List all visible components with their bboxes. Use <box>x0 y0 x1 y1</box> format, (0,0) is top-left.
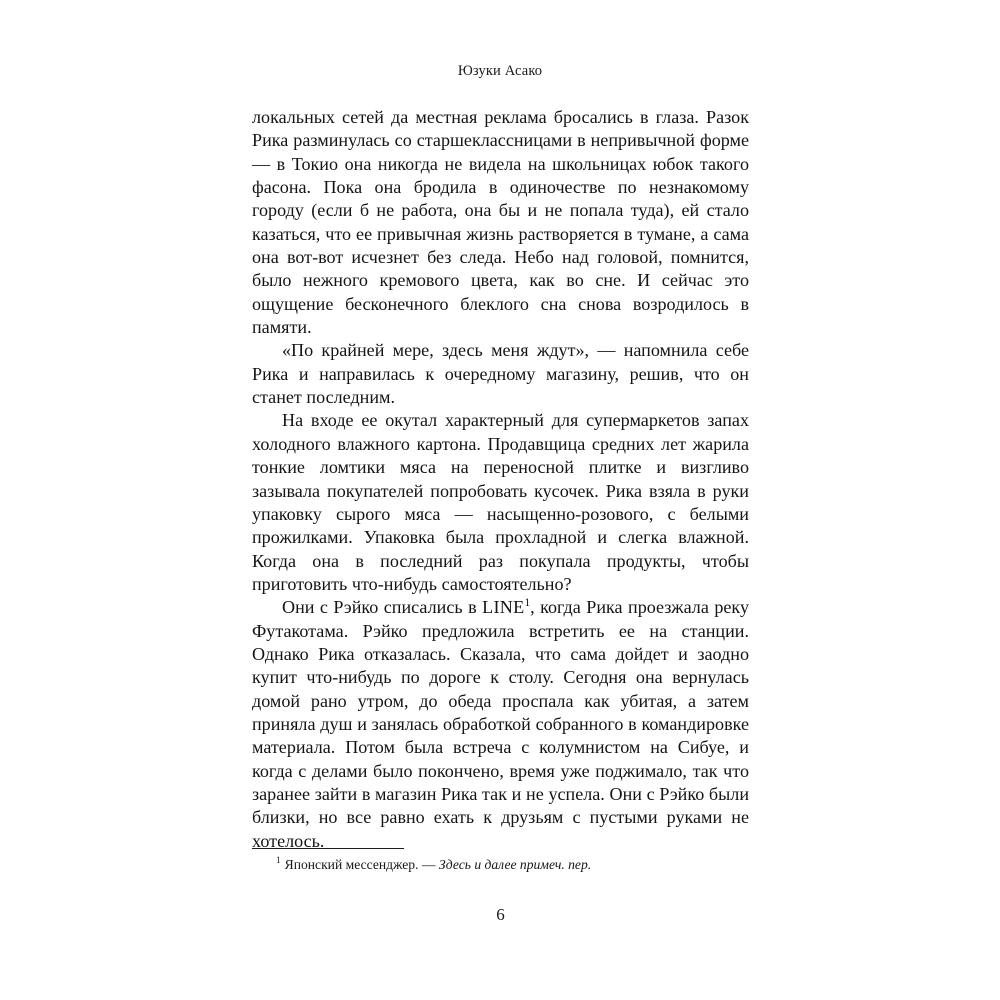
footnote-text-italic: Здесь и далее примеч. пер. <box>438 857 592 872</box>
body-text-block <box>252 106 749 853</box>
footnote-entry <box>252 856 749 873</box>
footnote-separator-rule <box>252 848 404 849</box>
line-app-name: LINE <box>482 597 525 618</box>
page-number: 6 <box>496 905 505 924</box>
footnote-zone <box>252 848 749 873</box>
paragraph-4 <box>252 596 749 853</box>
footnote-reference-marker[interactable]: 1 <box>524 597 531 610</box>
running-header: Юзуки Асако <box>457 63 543 79</box>
paragraph-3: На входе ее окутал характерный для супермаркетов запах холодного влажного картона. Продавщица средних лет жарила тонкие ломтики мяса на переносной плитке и визгливо зазывала покупателей попробовать кусочек. Рика взяла в руки упаковку сырого мяса — насыщенно-розового, с белыми прожилками. Упаковка была прохладной и слегка влажной. Когда она в последний раз покупала продукты, чтобы приготовить что-нибудь самостоятельно? <box>252 410 749 594</box>
paragraph-1: локальных сетей да местная реклама бросались в глаза. Разок Рика разминулась со старшеклассницами в непривычной форме — в Токио она никогда не видела на школьницах юбок такого фасона. Пока она бродила в одиночестве по незнакомому городу (если б не работа, она бы и не попала туда), ей стало казаться, что ее привычная жизнь растворяется в тумане, а сама она вот-вот исчезнет без следа. Небо над головой, помнится, было нежного кремового цвета, как во сне. И сейчас это ощущение бесконечного блеклого сна снова возродилось в памяти. <box>252 107 749 338</box>
footnote-text-plain: Японский мессенджер. — <box>284 857 439 872</box>
paragraph-2: «По крайней мере, здесь меня ждут», — напомнила себе Рика и направилась к очередному магазину, решив, что он станет последним. <box>252 340 749 408</box>
paragraph-4-text-before-footnote: Они с Рэйко списались в <box>282 597 483 618</box>
paragraph-4-text-after-footnote: , когда Рика проезжала реку Футакотама. Рэйко предложила встретить ее на станции. Однако Рика отказалась. Сказала, что сама дойдет и заодно купит что-нибудь по дороге к столу. Сегодня она вернулась домой рано утром, до обеда проспала как убитая, а затем приняла душ и занялась обработкой собранного в командировке материала. Потом была встреча с колумнистом на Сибуе, и когда с делами было покончено, время уже поджимало, так что заранее зайти в магазин Рика так и не успела. Они с Рэйко были близки, но все равно ехать к друзьям с пустыми руками не хотелось. <box>252 597 750 851</box>
footnote-number: 1 <box>276 855 281 866</box>
